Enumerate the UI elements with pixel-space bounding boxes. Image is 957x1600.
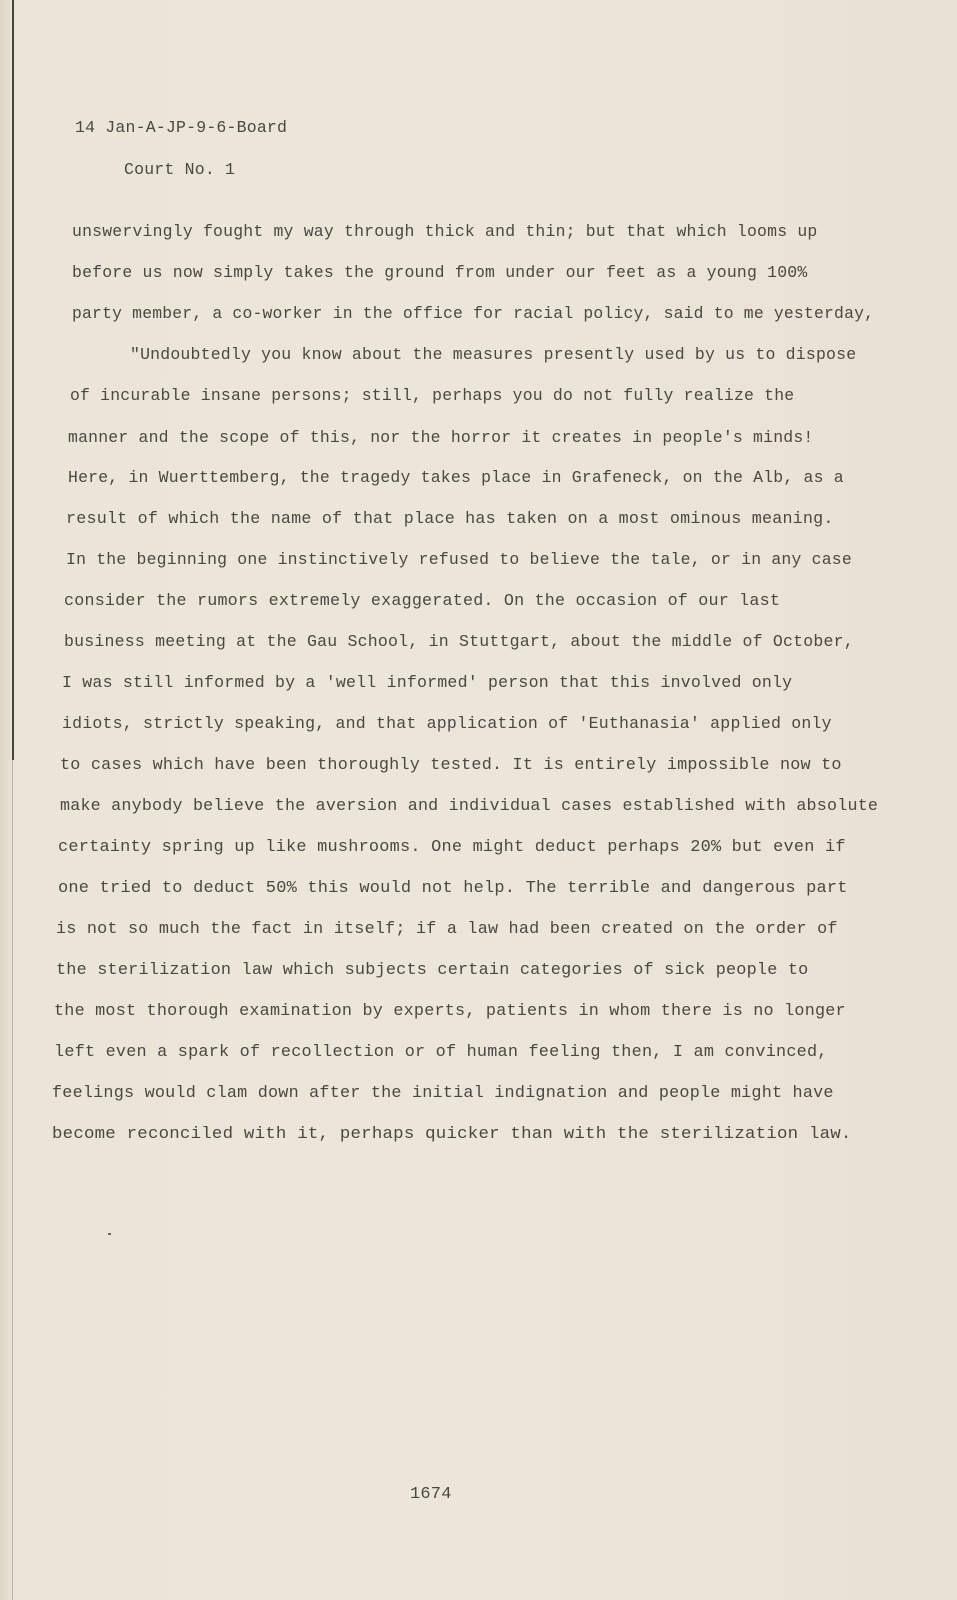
body-line: "Undoubtedly you know about the measures presently used by us to dispose	[130, 345, 857, 364]
page-number: 1674	[410, 1485, 452, 1504]
body-line: make anybody believe the aversion and individual cases established with absolute	[60, 796, 879, 815]
body-line: party member, a co-worker in the office for racial policy, said to me yesterday,	[72, 304, 875, 323]
body-line: is not so much the fact in itself; if a law had been created on the order of	[56, 919, 838, 938]
body-line: consider the rumors extremely exaggerated. On the occasion of our last	[64, 591, 781, 610]
binding-edge-line	[12, 0, 14, 760]
body-line: one tried to deduct 50% this would not help. The terrible and dangerous part	[58, 878, 848, 897]
body-line: before us now simply takes the ground from under our feet as a young 100%	[72, 263, 808, 282]
body-line: I was still informed by a 'well informed' person that this involved only	[62, 673, 793, 692]
body-line: of incurable insane persons; still, perhaps you do not fully realize the	[70, 386, 795, 405]
body-line: become reconciled with it, perhaps quicker than with the sterilization law.	[52, 1124, 852, 1143]
body-line: Here, in Wuerttemberg, the tragedy takes place in Grafeneck, on the Alb, as a	[68, 468, 844, 487]
header-reference: 14 Jan-A-JP-9-6-Board	[75, 118, 288, 137]
body-line: result of which the name of that place has taken on a most ominous meaning.	[66, 509, 834, 528]
body-line: idiots, strictly speaking, and that application of 'Euthanasia' applied only	[62, 714, 832, 733]
body-line: to cases which have been thoroughly tested. It is entirely impossible now to	[60, 755, 842, 774]
body-line: business meeting at the Gau School, in Stuttgart, about the middle of October,	[64, 632, 854, 651]
body-line: In the beginning one instinctively refused to believe the tale, or in any case	[66, 550, 852, 569]
court-label: Court No. 1	[124, 160, 236, 179]
body-line: the sterilization law which subjects certain categories of sick people to	[56, 960, 809, 979]
body-line: feelings would clam down after the initial indignation and people might have	[52, 1083, 834, 1102]
binding-edge-shadow	[12, 760, 13, 1600]
body-line: unswervingly fought my way through thick and thin; but that which looms up	[72, 222, 818, 241]
stray-mark	[108, 1233, 111, 1235]
body-line: manner and the scope of this, nor the horror it creates in people's minds!	[68, 428, 814, 447]
body-line: certainty spring up like mushrooms. One might deduct perhaps 20% but even if	[58, 837, 846, 856]
body-line: left even a spark of recollection or of human feeling then, I am convinced,	[54, 1042, 828, 1061]
body-line: the most thorough examination by experts, patients in whom there is no longer	[54, 1001, 846, 1020]
